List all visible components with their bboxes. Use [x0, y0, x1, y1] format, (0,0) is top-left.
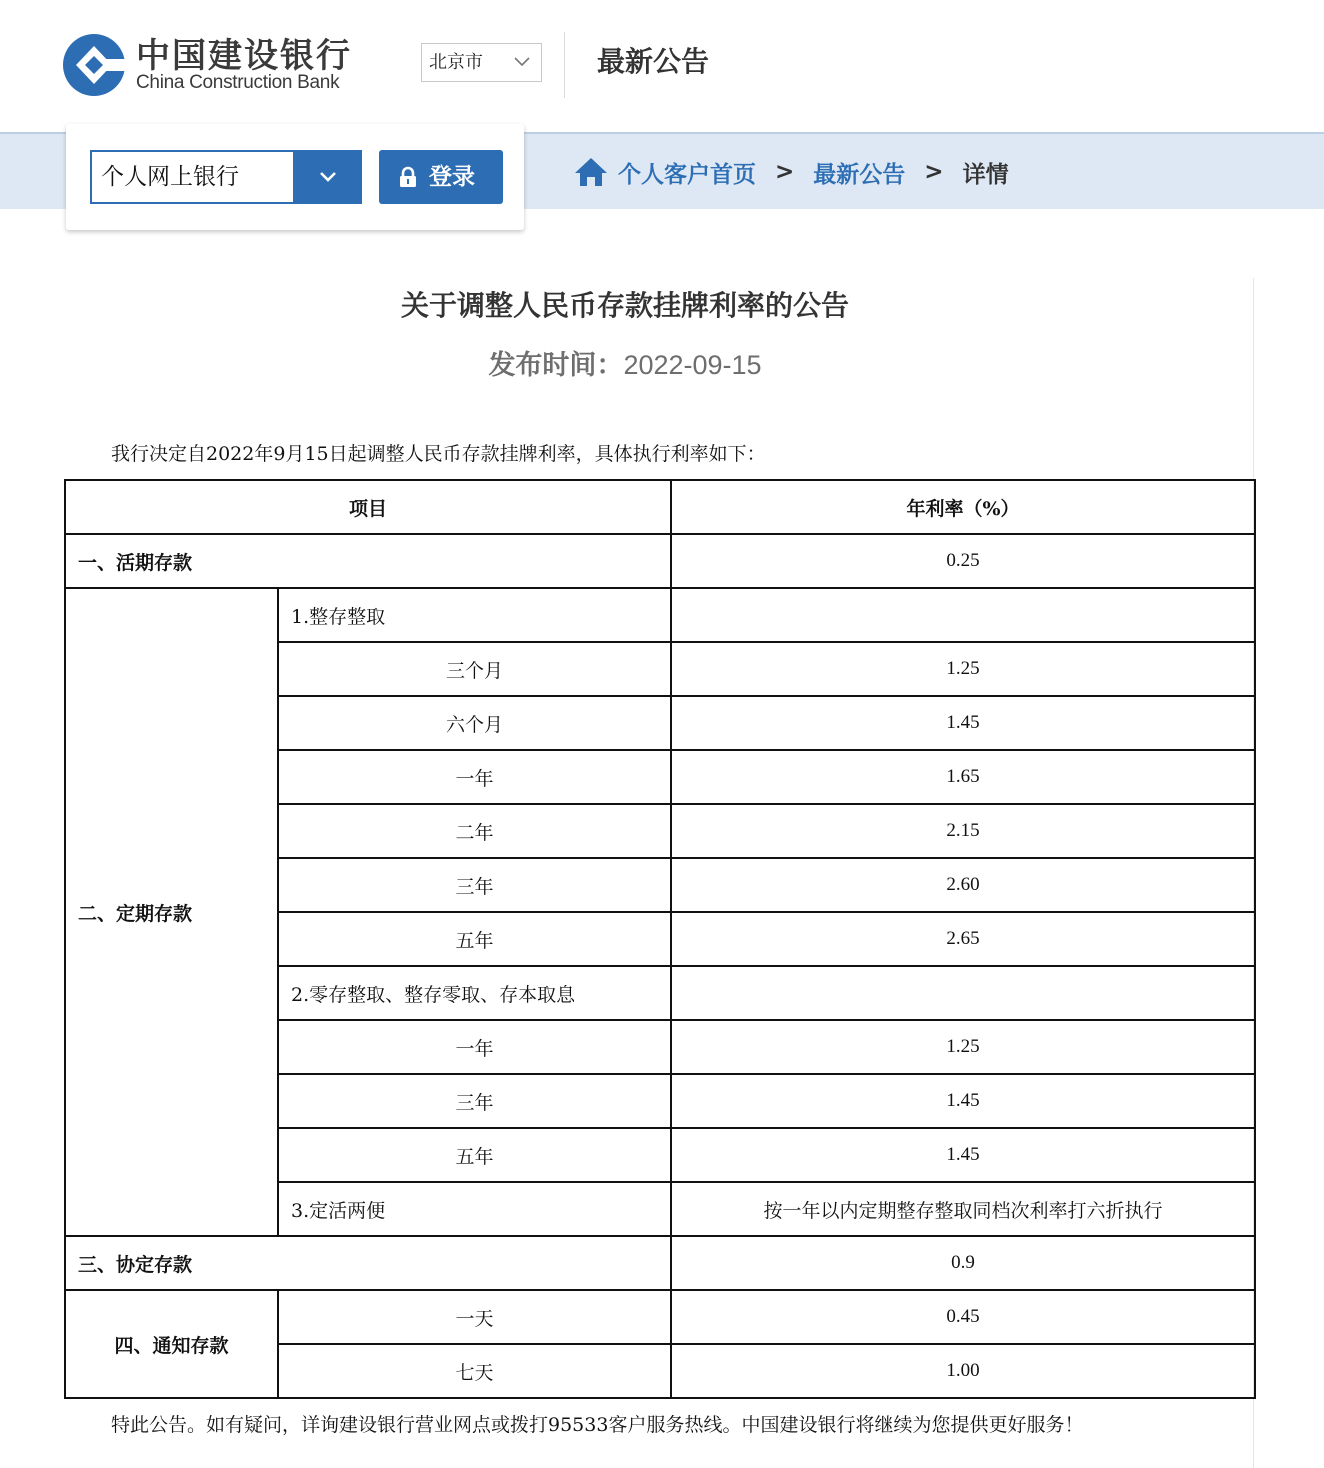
login-button[interactable] [379, 150, 503, 204]
term-cell: 五年 [278, 1128, 671, 1182]
rate-cell: 0.45 [671, 1290, 1255, 1344]
table-row [65, 1290, 1255, 1344]
city-select-value: 北京市 [429, 52, 483, 73]
interest-rate-table [64, 479, 1256, 1399]
category-fixed-deposit: 二、定期存款 [65, 588, 278, 1236]
rate-cell: 1.00 [671, 1344, 1255, 1398]
page-heading: 最新公告 [597, 45, 710, 78]
article-title: 关于调整人民币存款挂牌利率的公告 [400, 289, 849, 322]
breadcrumb-home-link[interactable]: 个人客户首页 [618, 161, 756, 188]
rate-cell-empty [671, 588, 1255, 642]
column-header-rate: 年利率（%） [671, 480, 1255, 534]
table-row [65, 1236, 1255, 1290]
breadcrumb-section-link[interactable]: 最新公告 [813, 161, 906, 188]
subcategory-installment: 2.零存整取、整存零取、存本取息 [278, 966, 671, 1020]
subcategory-flexible: 3.定活两便 [278, 1182, 671, 1236]
rate-cell-empty [671, 966, 1255, 1020]
rate-cell: 2.60 [671, 858, 1255, 912]
table-row [65, 588, 1255, 642]
table-row [65, 534, 1255, 588]
breadcrumb-separator: > [775, 159, 795, 185]
ccb-logo-icon[interactable] [62, 32, 126, 98]
bank-type-value: 个人网上银行 [101, 164, 239, 190]
city-select[interactable] [421, 43, 542, 82]
login-panel [66, 124, 524, 230]
chevron-down-icon [513, 54, 531, 68]
bank-type-dropdown-toggle[interactable] [293, 151, 361, 203]
category-demand-deposit: 一、活期存款 [65, 534, 671, 588]
rate-cell: 2.15 [671, 804, 1255, 858]
column-header-item: 项目 [65, 480, 671, 534]
breadcrumb-current: 详情 [962, 161, 1009, 188]
publish-time [0, 345, 1250, 386]
rate-cell: 1.65 [671, 750, 1255, 804]
term-cell: 三个月 [278, 642, 671, 696]
rate-cell: 1.25 [671, 1020, 1255, 1074]
rate-cell: 1.45 [671, 1128, 1255, 1182]
category-notice-deposit: 四、通知存款 [65, 1290, 278, 1398]
login-button-label: 登录 [429, 164, 475, 190]
term-cell: 三年 [278, 1074, 671, 1128]
rate-cell: 2.65 [671, 912, 1255, 966]
publish-date: 2022-09-15 [623, 350, 762, 380]
site-header [0, 0, 1324, 132]
rate-cell: 1.45 [671, 1074, 1255, 1128]
term-cell: 一天 [278, 1290, 671, 1344]
term-cell: 五年 [278, 912, 671, 966]
article-intro: 我行决定自2022年9月15日起调整人民币存款挂牌利率，具体执行利率如下： [111, 443, 766, 465]
term-cell: 六个月 [278, 696, 671, 750]
term-cell: 二年 [278, 804, 671, 858]
category-agreement-deposit: 三、协定存款 [65, 1236, 671, 1290]
logo-chinese-name: 中国建设银行 [136, 36, 352, 76]
breadcrumb-separator: > [924, 159, 944, 185]
article-closing: 特此公告。如有疑问，详询建设银行营业网点或拨打95533客户服务热线。中国建设银行将继续为您提供更好服务！ [111, 1414, 1084, 1436]
rate-cell: 0.9 [671, 1236, 1255, 1290]
rate-cell: 按一年以内定期整存整取同档次利率打六折执行 [671, 1182, 1255, 1236]
breadcrumb [574, 152, 1009, 192]
rate-cell: 1.25 [671, 642, 1255, 696]
lock-icon [399, 166, 417, 188]
subcategory-lump-sum: 1.整存整取 [278, 588, 671, 642]
table-header-row [65, 480, 1255, 534]
term-cell: 七天 [278, 1344, 671, 1398]
home-icon[interactable] [574, 156, 608, 188]
publish-time-label: 发布时间： [488, 350, 624, 381]
bank-type-select[interactable] [90, 150, 362, 204]
term-cell: 一年 [278, 750, 671, 804]
logo-english-name: China Construction Bank [136, 72, 340, 93]
term-cell: 一年 [278, 1020, 671, 1074]
term-cell: 三年 [278, 858, 671, 912]
rate-cell: 1.45 [671, 696, 1255, 750]
chevron-down-icon [318, 169, 338, 183]
rate-cell: 0.25 [671, 534, 1255, 588]
header-divider [564, 32, 565, 98]
